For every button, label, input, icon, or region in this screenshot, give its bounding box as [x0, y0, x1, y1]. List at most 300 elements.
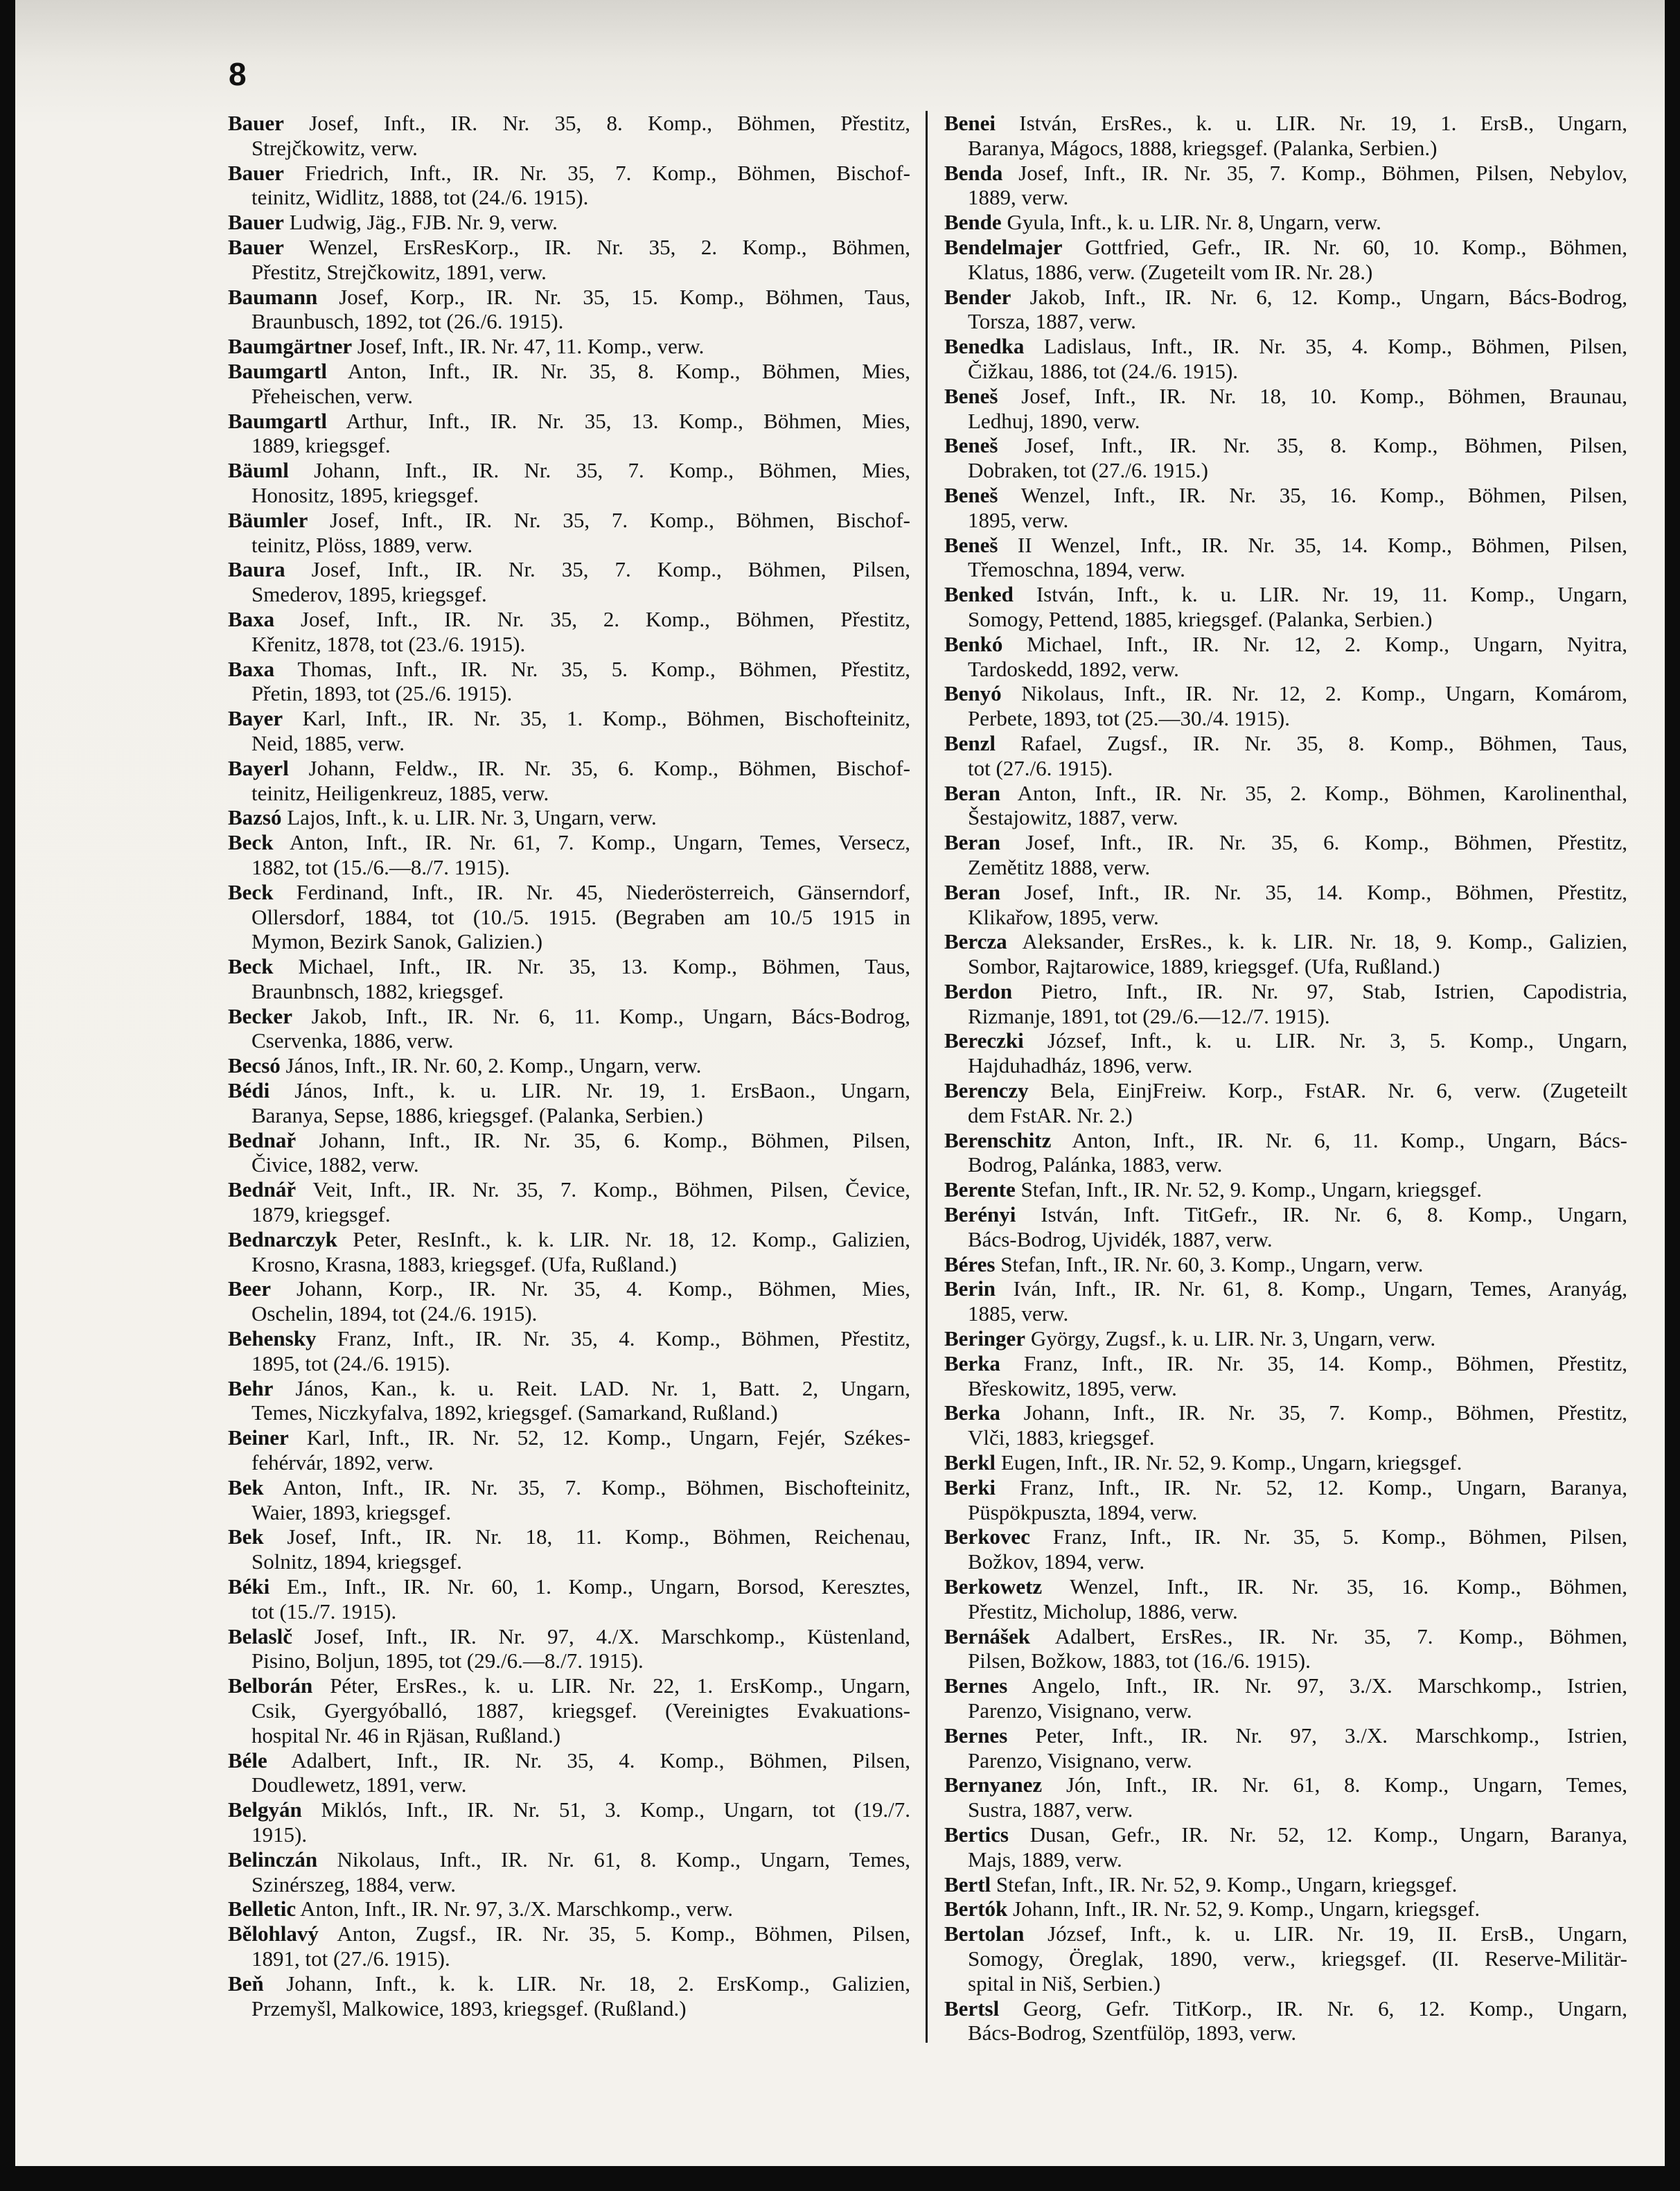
entry-text: Přestitz, Micholup, 1886, verw. — [968, 1599, 1238, 1624]
entry-first-line — [944, 1078, 1627, 1103]
entry-surname: Bauer — [228, 111, 284, 135]
entry-surname: Behr — [228, 1375, 274, 1400]
entry-first-line — [228, 880, 910, 905]
entry-text: Franz, Inft., IR. Nr. 52, 12. Komp., Ungarn, Baranya, — [1019, 1475, 1627, 1499]
entry-surname: Beer — [228, 1276, 271, 1301]
entry-text: Parenzo, Visignano, verw. — [968, 1698, 1192, 1723]
entry-text: teinitz, Plöss, 1889, verw. — [251, 532, 473, 557]
entry-text: Pietro, Inft., IR. Nr. 97, Stab, Istrien, Capodistria, — [1041, 978, 1628, 1003]
entry-surname: Beneš — [944, 433, 998, 458]
entry-text: János, Inft., IR. Nr. 60, 2. Komp., Ungarn, verw. — [285, 1053, 702, 1078]
entry-surname: Bereczki — [944, 1028, 1024, 1053]
list-entry — [944, 1574, 1627, 1624]
entry-continuation-line — [228, 979, 910, 1004]
entry-continuation-line — [228, 483, 910, 508]
entry-text: Strejčkowitz, verw. — [251, 135, 418, 160]
list-entry — [944, 1872, 1627, 1897]
entry-text: Anton, Inft., IR. Nr. 97, 3./X. Marschkomp., verw. — [300, 1897, 733, 1921]
entry-text: Michael, Inft., IR. Nr. 35, 13. Komp., Böhmen, Taus, — [298, 954, 911, 979]
entry-text: Nikolaus, Inft., IR. Nr. 12, 2. Komp., Ungarn, Komárom, — [1021, 681, 1627, 706]
entry-first-line — [944, 1673, 1627, 1698]
entry-surname: Beringer — [944, 1326, 1026, 1351]
entry-continuation-line — [228, 1252, 910, 1277]
entry-first-line — [228, 607, 910, 632]
entry-text: Josef, Inft., IR. Nr. 35, 7. Komp., Böhmen, Pilsen, Nebylov, — [1018, 160, 1627, 185]
entry-text: Ladislaus, Inft., IR. Nr. 35, 4. Komp., Böhmen, Pilsen, — [1043, 334, 1628, 359]
entry-continuation-line — [944, 1500, 1627, 1525]
entry-continuation-line — [944, 1103, 1627, 1128]
list-entry — [944, 235, 1627, 285]
entry-surname: Berkl — [944, 1450, 996, 1475]
entry-text: Stefan, Inft., IR. Nr. 52, 9. Komp., Ungarn, kriegsgef. — [996, 1872, 1458, 1897]
entry-surname: Bauer — [228, 160, 284, 185]
entry-continuation-line — [944, 260, 1627, 285]
entry-first-line — [944, 1872, 1627, 1897]
entry-surname: Berkovec — [944, 1524, 1030, 1549]
list-entry — [228, 1574, 910, 1624]
entry-text: Zemětitz 1888, verw. — [968, 854, 1151, 879]
entry-text: Vlči, 1883, kriegsgef. — [968, 1425, 1155, 1450]
list-entry — [228, 657, 910, 707]
entry-first-line — [944, 111, 1627, 136]
entry-continuation-line — [944, 1004, 1627, 1029]
entry-continuation-line — [944, 954, 1627, 979]
list-entry — [944, 929, 1627, 979]
entry-text: Josef, Inft., IR. Nr. 35, 8. Komp., Böhmen, Pilsen, — [1025, 433, 1628, 458]
entry-first-line — [228, 1897, 910, 1921]
entry-text: Dusan, Gefr., IR. Nr. 52, 12. Komp., Ungarn, Baranya, — [1029, 1822, 1627, 1847]
list-entry — [944, 483, 1627, 533]
entry-first-line — [944, 1128, 1627, 1153]
entry-continuation-line — [228, 582, 910, 607]
entry-text: Sombor, Rajtarowice, 1889, kriegsgef. (Ufa, Rußland.) — [968, 954, 1440, 979]
entry-text: Klatus, 1886, verw. (Zugeteilt vom IR. Nr. 28.) — [968, 259, 1373, 284]
entry-surname: Bek — [228, 1524, 264, 1549]
entry-surname: Bertók — [944, 1897, 1008, 1921]
entry-text: 1891, tot (27./6. 1915). — [251, 1946, 450, 1971]
list-entry — [228, 1921, 910, 1971]
entry-surname: Belborán — [228, 1673, 313, 1698]
entry-continuation-line — [944, 1748, 1627, 1773]
entry-first-line — [228, 409, 910, 434]
entry-surname: Bertsl — [944, 1996, 1000, 2021]
entry-text: Iván, Inft., IR. Nr. 61, 8. Komp., Ungarn, Temes, Aranyág, — [1013, 1276, 1627, 1301]
entry-continuation-line — [944, 1698, 1627, 1723]
entry-text: Josef, Inft., IR. Nr. 35, 14. Komp., Böhmen, Přestitz, — [1024, 879, 1627, 904]
entry-text: Anton, Inft., IR. Nr. 35, 2. Komp., Böhmen, Karolinenthal, — [1017, 780, 1628, 805]
entry-text: István, Inft. TitGefr., IR. Nr. 6, 8. Komp., Ungarn, — [1041, 1202, 1627, 1227]
entry-first-line — [228, 1227, 910, 1252]
list-entry — [944, 1326, 1627, 1351]
entry-surname: Berente — [944, 1177, 1016, 1202]
list-entry — [944, 1921, 1627, 1996]
entry-text: Josef, Inft., IR. Nr. 97, 4./X. Marschkomp., Küstenland, — [314, 1624, 910, 1648]
entry-continuation-line — [228, 681, 910, 706]
entry-surname: Benzl — [944, 730, 996, 755]
entry-text: Johann, Inft., IR. Nr. 35, 6. Komp., Böhmen, Pilsen, — [319, 1127, 911, 1152]
page-number: 8 — [229, 56, 247, 92]
entry-text: Gottfried, Gefr., IR. Nr. 60, 10. Komp., Böhmen, — [1085, 234, 1628, 259]
entry-continuation-line — [944, 1648, 1627, 1673]
entry-surname: Benyó — [944, 681, 1002, 706]
entry-text: Przemyšl, Malkowice, 1893, kriegsgef. (Rußland.) — [251, 1996, 687, 2021]
list-entry — [228, 880, 910, 954]
list-entry — [228, 334, 910, 359]
entry-continuation-line — [228, 433, 910, 458]
entry-first-line — [228, 458, 910, 483]
entry-text: tot (15./7. 1915). — [251, 1599, 397, 1624]
entry-text: Nikolaus, Inft., IR. Nr. 61, 8. Komp., Ungarn, Temes, — [337, 1847, 911, 1872]
entry-surname: Bender — [944, 284, 1011, 309]
entry-continuation-line — [228, 1723, 910, 1748]
entry-text: György, Zugsf., k. u. LIR. Nr. 3, Ungarn, verw. — [1030, 1326, 1436, 1351]
entry-text: Bodrog, Palánka, 1883, verw. — [968, 1152, 1223, 1177]
entry-text: Josef, Inft., IR. Nr. 35, 8. Komp., Böhmen, Přestitz, — [309, 111, 910, 135]
list-entry — [228, 1524, 910, 1574]
entry-first-line — [228, 285, 910, 310]
entry-continuation-line — [228, 533, 910, 558]
entry-text: Solnitz, 1894, kriegsgef. — [251, 1549, 462, 1574]
entry-first-line — [944, 533, 1627, 558]
list-entry — [228, 1425, 910, 1475]
entry-text: Péter, ErsRes., k. u. LIR. Nr. 22, 1. ErsKomp., Ungarn, — [330, 1673, 910, 1698]
entry-surname: Berka — [944, 1400, 1000, 1425]
entry-text: Klikařow, 1895, verw. — [968, 904, 1159, 929]
entry-text: János, Kan., k. u. Reit. LAD. Nr. 1, Batt. 2, Ungarn, — [295, 1375, 910, 1400]
entry-continuation-line — [944, 557, 1627, 582]
entry-surname: Benked — [944, 582, 1014, 607]
entry-text: Přeheischen, verw. — [251, 383, 413, 408]
entry-surname: Bédi — [228, 1078, 270, 1103]
entry-surname: Berka — [944, 1350, 1000, 1375]
entry-surname: Baxa — [228, 656, 275, 681]
entry-text: hospital Nr. 46 in Rjäsan, Rußland.) — [251, 1723, 561, 1748]
entry-text: Smederov, 1895, kriegsgef. — [251, 582, 487, 607]
list-entry — [944, 1252, 1627, 1277]
list-entry — [944, 1475, 1627, 1525]
entry-text: Perbete, 1893, tot (25.—30./4. 1915). — [968, 706, 1290, 731]
entry-text: Stefan, Inft., IR. Nr. 60, 3. Komp., Ungarn, verw. — [1000, 1251, 1424, 1276]
list-entry — [228, 285, 910, 335]
entry-first-line — [944, 1822, 1627, 1847]
entry-continuation-line — [944, 1376, 1627, 1401]
entry-text: Adalbert, ErsRes., IR. Nr. 35, 7. Komp., Böhmen, — [1054, 1624, 1627, 1648]
entry-text: Stefan, Inft., IR. Nr. 52, 9. Komp., Ungarn, kriegsgef. — [1020, 1177, 1482, 1202]
entry-text: Baranya, Sepse, 1886, kriegsgef. (Palanka, Serbien.) — [251, 1102, 703, 1127]
list-entry — [228, 1276, 910, 1326]
entry-surname: Becker — [228, 1003, 292, 1028]
entry-continuation-line — [944, 409, 1627, 434]
entry-continuation-line — [944, 1971, 1627, 1996]
list-entry — [944, 1276, 1627, 1326]
entry-first-line — [944, 681, 1627, 706]
list-entry — [228, 111, 910, 161]
entry-surname: Beneš — [944, 383, 998, 408]
entry-text: 1879, kriegsgef. — [251, 1202, 391, 1227]
entry-surname: Beiner — [228, 1425, 289, 1450]
list-entry — [228, 508, 910, 558]
entry-text: Püspökpuszta, 1894, verw. — [968, 1499, 1198, 1524]
entry-surname: Baumgartl — [228, 358, 327, 383]
list-entry — [228, 1475, 910, 1525]
entry-first-line — [228, 657, 910, 682]
entry-text: Honositz, 1895, kriegsgef. — [251, 482, 479, 507]
entry-first-line — [944, 433, 1627, 458]
entry-text: Ledhuj, 1890, verw. — [968, 408, 1140, 433]
entry-text: Baranya, Mágocs, 1888, kriegsgef. (Palanka, Serbien.) — [968, 135, 1438, 160]
entry-first-line — [228, 830, 910, 855]
entry-continuation-line — [228, 1599, 910, 1624]
entry-text: II Wenzel, Inft., IR. Nr. 35, 14. Komp., Böhmen, Pilsen, — [1017, 532, 1627, 557]
entry-text: Johann, Korp., IR. Nr. 35, 4. Komp., Böhmen, Mies, — [297, 1276, 910, 1301]
entry-text: Johann, Inft., IR. Nr. 52, 9. Komp., Ungarn, kriegsgef. — [1013, 1897, 1480, 1921]
list-entry — [944, 285, 1627, 335]
entry-text: Braunbusch, 1892, tot (26./6. 1915). — [251, 309, 564, 334]
entry-text: Josef, Inft., IR. Nr. 35, 6. Komp., Böhmen, Přestitz, — [1025, 830, 1627, 855]
list-entry — [228, 607, 910, 657]
entry-text: Krosno, Krasna, 1883, kriegsgef. (Ufa, Rußland.) — [251, 1251, 677, 1276]
entry-first-line — [944, 1351, 1627, 1376]
entry-text: Miklós, Inft., IR. Nr. 51, 3. Komp., Ungarn, tot (19./7. — [321, 1797, 910, 1822]
entry-surname: Baura — [228, 557, 285, 582]
entry-continuation-line — [228, 731, 910, 756]
entry-continuation-line — [228, 855, 910, 880]
entry-text: Temes, Niczkyfalva, 1892, kriegsgef. (Samarkand, Rußland.) — [251, 1400, 778, 1425]
entry-continuation-line — [944, 309, 1627, 334]
entry-first-line — [944, 1252, 1627, 1277]
entry-text: Em., Inft., IR. Nr. 60, 1. Komp., Ungarn, Borsod, Keresztes, — [287, 1574, 910, 1599]
list-entry — [228, 954, 910, 1004]
entry-continuation-line — [228, 1698, 910, 1723]
entry-text: Veit, Inft., IR. Nr. 35, 7. Komp., Böhmen, Pilsen, Čevice, — [312, 1177, 910, 1202]
entry-surname: Bernes — [944, 1673, 1008, 1698]
entry-continuation-line — [944, 1227, 1627, 1252]
entry-text: Rafael, Zugsf., IR. Nr. 35, 8. Komp., Böhmen, Taus, — [1020, 730, 1627, 755]
entry-text: Josef, Inft., IR. Nr. 35, 7. Komp., Böhmen, Bischof- — [330, 507, 911, 532]
entry-text: Josef, Inft., IR. Nr. 47, 11. Komp., verw. — [357, 334, 705, 359]
list-entry — [944, 830, 1627, 880]
list-entry — [228, 409, 910, 459]
entry-continuation-line — [944, 1946, 1627, 1971]
entry-first-line — [228, 557, 910, 582]
list-entry — [228, 1078, 910, 1128]
entry-first-line — [228, 235, 910, 260]
list-entry — [944, 1400, 1627, 1450]
entry-first-line — [228, 1078, 910, 1103]
list-entry — [944, 1177, 1627, 1202]
entry-surname: Beck — [228, 879, 274, 904]
entry-text: 1889, kriegsgef. — [251, 433, 391, 458]
list-entry — [944, 681, 1627, 731]
entry-text: Eugen, Inft., IR. Nr. 52, 9. Komp., Ungarn, kriegsgef. — [1000, 1450, 1462, 1475]
list-entry — [944, 1624, 1627, 1674]
entry-surname: Bäuml — [228, 458, 289, 483]
entry-surname: Bernes — [944, 1723, 1008, 1748]
entry-first-line — [228, 756, 910, 781]
list-entry — [944, 880, 1627, 930]
entry-text: Dobraken, tot (27./6. 1915.) — [968, 458, 1208, 483]
entry-continuation-line — [228, 1351, 910, 1376]
list-entry — [228, 1673, 910, 1748]
entry-surname: Beň — [228, 1971, 264, 1996]
entry-continuation-line — [228, 929, 910, 954]
entry-first-line — [944, 1028, 1627, 1053]
entry-surname: Bek — [228, 1475, 264, 1499]
entry-surname: Beran — [944, 830, 1000, 855]
entry-continuation-line — [228, 1946, 910, 1971]
entry-text: Ollersdorf, 1884, tot (10./5. 1915. (Begraben am 10./5 1915 in — [251, 904, 910, 929]
entry-surname: Baxa — [228, 606, 275, 631]
entry-text: Anton, Zugsf., IR. Nr. 35, 5. Komp., Böhmen, Pilsen, — [337, 1921, 910, 1946]
entry-surname: Bazsó — [228, 805, 282, 830]
entry-surname: Becsó — [228, 1053, 281, 1078]
entry-text: Božkov, 1894, verw. — [968, 1549, 1145, 1574]
entry-surname: Benda — [944, 160, 1003, 185]
list-entry — [944, 1028, 1627, 1078]
list-entry — [944, 979, 1627, 1029]
entry-continuation-line — [228, 1872, 910, 1897]
list-entry — [944, 1673, 1627, 1723]
entry-surname: Baumgartl — [228, 408, 327, 433]
entry-first-line — [228, 1624, 910, 1649]
entry-text: Josef, Inft., IR. Nr. 18, 11. Komp., Böhmen, Reichenau, — [287, 1524, 911, 1549]
entry-first-line — [228, 334, 910, 359]
entry-surname: Bauer — [228, 234, 284, 259]
list-entry — [944, 1772, 1627, 1822]
entry-first-line — [944, 1450, 1627, 1475]
entry-continuation-line — [944, 185, 1627, 210]
list-entry — [228, 1847, 910, 1897]
entry-text: Thomas, Inft., IR. Nr. 35, 5. Komp., Böhmen, Přestitz, — [297, 656, 910, 681]
entry-first-line — [944, 1400, 1627, 1425]
entry-text: Franz, Inft., IR. Nr. 35, 5. Komp., Böhmen, Pilsen, — [1052, 1524, 1627, 1549]
entry-text: Csik, Gyergyóballó, 1887, kriegsgef. (Vereinigtes Evakuations- — [251, 1698, 910, 1723]
entry-continuation-line — [228, 1996, 910, 2021]
entry-first-line — [228, 954, 910, 979]
entry-first-line — [944, 384, 1627, 409]
entry-surname: Belinczán — [228, 1847, 318, 1872]
entry-surname: Beran — [944, 780, 1000, 805]
entry-surname: Benedka — [944, 334, 1025, 359]
entry-first-line — [944, 1723, 1627, 1748]
entry-text: Josef, Korp., IR. Nr. 35, 15. Komp., Böhmen, Taus, — [339, 284, 910, 309]
entry-text: Karl, Inft., IR. Nr. 35, 1. Komp., Böhmen, Bischofteinitz, — [302, 706, 911, 731]
entry-first-line — [944, 1202, 1627, 1227]
entry-text: Majs, 1889, verw. — [968, 1847, 1122, 1872]
entry-surname: Belletic — [228, 1897, 297, 1921]
entry-continuation-line — [228, 1648, 910, 1673]
entry-text: Pilsen, Božkow, 1883, tot (16./6. 1915). — [968, 1648, 1311, 1673]
entry-text: János, Inft., k. u. LIR. Nr. 19, 1. ErsBaon., Ungarn, — [294, 1078, 911, 1103]
entry-text: Josef, Inft., IR. Nr. 35, 7. Komp., Böhmen, Pilsen, — [311, 557, 911, 582]
entry-continuation-line — [944, 1549, 1627, 1574]
entry-first-line — [944, 781, 1627, 806]
entry-text: Franz, Inft., IR. Nr. 35, 14. Komp., Böhmen, Přestitz, — [1023, 1350, 1627, 1375]
entry-surname: Beran — [944, 879, 1000, 904]
entry-text: 1885, verw. — [968, 1301, 1069, 1326]
entry-text: Mymon, Bezirk Sanok, Galizien.) — [251, 929, 543, 954]
entry-surname: Bauer — [228, 210, 284, 235]
entry-text: 1915). — [251, 1822, 308, 1847]
entry-continuation-line — [228, 1450, 910, 1475]
entry-first-line — [944, 235, 1627, 260]
list-entry — [228, 235, 910, 285]
list-entry — [228, 161, 910, 211]
entry-continuation-line — [228, 260, 910, 285]
entry-first-line — [228, 111, 910, 136]
entry-first-line — [944, 334, 1627, 359]
entry-text: József, Inft., k. u. LIR. Nr. 19, II. ErsB., Ungarn, — [1047, 1921, 1628, 1946]
entry-text: Angelo, Inft., IR. Nr. 97, 3./X. Marschkomp., Istrien, — [1032, 1673, 1627, 1698]
entry-text: Anton, Inft., IR. Nr. 35, 7. Komp., Böhmen, Bischofteinitz, — [283, 1475, 910, 1499]
entry-continuation-line — [944, 458, 1627, 483]
entry-surname: Beck — [228, 954, 274, 979]
entry-surname: Bednář — [228, 1177, 297, 1202]
entry-text: István, Inft., k. u. LIR. Nr. 19, 11. Komp., Ungarn, — [1036, 582, 1628, 607]
entry-first-line — [944, 1624, 1627, 1649]
entry-text: Tardoskedd, 1892, verw. — [968, 656, 1179, 681]
entry-continuation-line — [228, 1028, 910, 1053]
entry-text: Johann, Inft., IR. Nr. 35, 7. Komp., Böhmen, Přestitz, — [1023, 1400, 1627, 1425]
entry-first-line — [228, 1053, 910, 1078]
entry-first-line — [228, 1574, 910, 1599]
entry-continuation-line — [944, 508, 1627, 533]
entry-surname: Baumann — [228, 284, 318, 309]
entry-first-line — [944, 285, 1627, 310]
entry-continuation-line — [228, 1103, 910, 1128]
entry-first-line — [228, 1376, 910, 1401]
list-entry — [228, 458, 910, 508]
list-entry — [944, 533, 1627, 583]
entry-text: Rizmanje, 1891, tot (29./6.—12./7. 1915). — [968, 1003, 1330, 1028]
entry-first-line — [228, 1797, 910, 1822]
list-entry — [944, 1723, 1627, 1773]
entry-text: Sustra, 1887, verw. — [968, 1797, 1133, 1822]
entry-text: Aleksander, ErsRes., k. k. LIR. Nr. 18, 9. Komp., Galizien, — [1022, 929, 1627, 954]
list-entry — [944, 384, 1627, 434]
entry-text: Přetin, 1893, tot (25./6. 1915). — [251, 681, 513, 706]
entry-continuation-line — [944, 1301, 1627, 1326]
entry-surname: Bercza — [944, 929, 1007, 954]
entry-continuation-line — [944, 855, 1627, 880]
entry-surname: Beneš — [944, 482, 998, 507]
entry-continuation-line — [228, 136, 910, 161]
list-entry — [228, 1227, 910, 1277]
entry-surname: Béres — [944, 1251, 996, 1276]
entry-first-line — [228, 161, 910, 186]
entry-continuation-line — [228, 1772, 910, 1797]
entry-surname: Bende — [944, 210, 1002, 235]
entry-first-line — [228, 1971, 910, 1996]
entry-text: Anton, Inft., IR. Nr. 6, 11. Komp., Ungarn, Bács- — [1072, 1127, 1627, 1152]
entry-first-line — [228, 359, 910, 384]
entry-first-line — [228, 1524, 910, 1549]
entry-first-line — [228, 805, 910, 830]
entry-text: Anton, Inft., IR. Nr. 61, 7. Komp., Ungarn, Temes, Versecz, — [289, 830, 910, 855]
entry-surname: Baumgärtner — [228, 334, 353, 359]
entry-text: Wenzel, Inft., IR. Nr. 35, 16. Komp., Böhmen, Pilsen, — [1020, 482, 1627, 507]
entry-surname: Berkowetz — [944, 1574, 1043, 1599]
entry-first-line — [228, 210, 910, 235]
entry-surname: Berdon — [944, 978, 1013, 1003]
entry-text: 1895, verw. — [968, 507, 1069, 532]
entry-surname: Berényi — [944, 1202, 1016, 1227]
entry-text: Bela, EinjFreiw. Korp., FstAR. Nr. 6, verw. (Zugeteilt — [1050, 1078, 1627, 1103]
entry-text: Josef, Inft., IR. Nr. 35, 2. Komp., Böhmen, Přestitz, — [300, 606, 911, 631]
list-entry — [944, 433, 1627, 483]
entry-text: Braunbnsch, 1882, kriegsgef. — [251, 978, 504, 1003]
entry-text: Ferdinand, Inft., IR. Nr. 45, Niederösterreich, Gänserndorf, — [296, 879, 911, 904]
